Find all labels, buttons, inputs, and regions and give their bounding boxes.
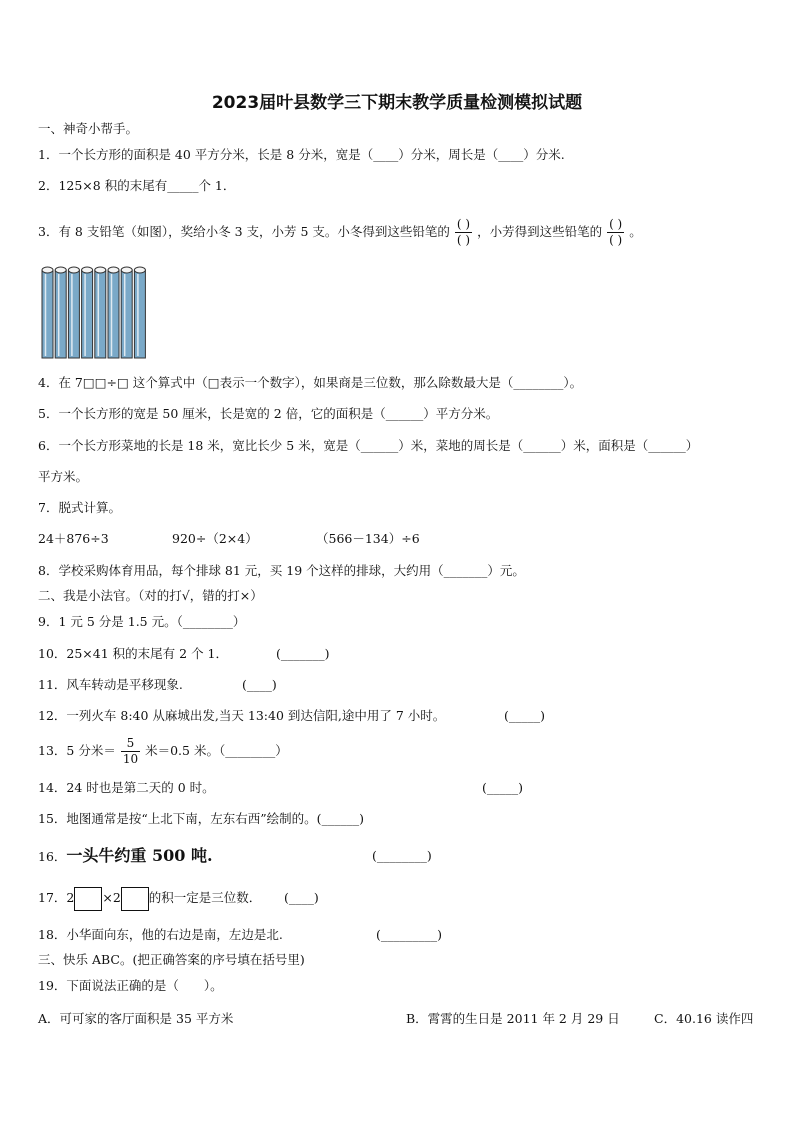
question-19: 19．下面说法正确的是（ ）。	[38, 978, 223, 993]
question-9: 9．1 元 5 分是 1.5 元。（________）	[38, 614, 246, 629]
question-6-continued: 平方米。	[38, 469, 89, 484]
pencil	[68, 267, 79, 358]
pencil	[121, 267, 132, 358]
answer-blank-12: (_____)	[504, 708, 546, 723]
fraction-numerator: 5	[121, 736, 140, 752]
question-4: 4．在 7□□÷□ 这个算式中（□表示一个数字），如果商是三位数，那么除数最大是（________）。	[38, 375, 583, 390]
answer-blank-11: (____)	[242, 677, 277, 692]
question-6: 6．一个长方形菜地的长是 18 米，宽比长少 5 米，宽是（______）米，菜地的周长是（______）米，面积是（______）	[38, 438, 699, 453]
question-16-number: 16．	[38, 849, 67, 864]
pencil	[134, 267, 145, 358]
question-18: 18．小华面向东，他的右边是南，左边是北.	[38, 927, 283, 942]
pencil	[95, 267, 106, 358]
question-3-text-c: 。	[629, 224, 642, 239]
fraction-denominator: ( )	[456, 233, 471, 247]
question-15: 15．地图通常是按“上北下南，左东右西”绘制的。(______)	[38, 811, 364, 826]
fraction-five-tenths	[121, 736, 140, 767]
answer-blank-16: (________)	[372, 848, 432, 863]
answer-blank-14: (_____)	[482, 780, 524, 795]
section-3-heading: 三、快乐 ABC。(把正确答案的序号填在括号里)	[38, 952, 305, 967]
option-c: C．40.16 读作四	[654, 1011, 754, 1026]
question-13	[38, 733, 288, 769]
question-3-text-a: 3．有 8 支铅笔（如图），奖给小冬 3 支，小芳 5 支。小冬得到这些铅笔的	[38, 224, 450, 239]
question-10: 10．25×41 积的末尾有 2 个 1．	[38, 646, 228, 661]
fraction-denominator: ( )	[609, 233, 623, 247]
question-3	[38, 215, 642, 249]
pencil	[108, 267, 119, 358]
answer-blank-18: (_________)	[376, 927, 443, 942]
option-a: A．可可家的客厅面积是 35 平方米	[38, 1011, 234, 1026]
question-17	[38, 886, 261, 911]
question-17-text-a: 17．2	[38, 890, 75, 905]
question-1: 1．一个长方形的面积是 40 平方分米，长是 8 分米，宽是（____）分米，周长是（____）分米.	[38, 147, 565, 162]
question-16	[38, 846, 213, 867]
page-title: 2023届叶县数学三下期末教学质量检测模拟试题	[211, 93, 583, 113]
pencils-illustration	[38, 264, 150, 364]
section-2-heading: 二、我是小法官。（对的打√，错的打×）	[38, 588, 263, 603]
question-13-text-a: 13．5 分米＝	[38, 743, 116, 758]
question-17-text-c: 的积一定是三位数．	[148, 890, 262, 905]
fraction-denominator: 10	[122, 752, 139, 766]
question-2: 2．125×8 积的末尾有_____个 1．	[38, 178, 236, 193]
digit-box-1[interactable]	[74, 887, 102, 911]
pencil	[55, 267, 66, 358]
question-8: 8．学校采购体育用品，每个排球 81 元，买 19 个这样的排球，大约用（_______）元。	[38, 563, 525, 578]
option-b: B．霄霄的生日是 2011 年 2 月 29 日	[406, 1011, 620, 1026]
question-3-text-b: ，小芳得到这些铅笔的	[477, 224, 603, 239]
answer-blank-10: (_______)	[276, 646, 330, 661]
question-12: 12．一列火车 8:40 从麻城出发,当天 13:40 到达信阳,途中用了 7 小时。	[38, 708, 446, 723]
pencil-group	[42, 267, 145, 358]
digit-box-2[interactable]	[121, 887, 149, 911]
fraction-numerator: ( )	[609, 217, 623, 231]
question-14: 14．24 时也是第二天的 0 时。	[38, 780, 215, 795]
section-1-heading: 一、神奇小帮手。	[38, 121, 139, 136]
expression-2: 920÷（2×4）	[172, 531, 258, 546]
question-5: 5．一个长方形的宽是 50 厘米，长是宽的 2 倍，它的面积是（______）平方分米。	[38, 406, 499, 421]
expression-1: 24＋876÷3	[38, 531, 109, 546]
question-17-text-b: ×2	[102, 890, 121, 905]
pencil	[82, 267, 93, 358]
question-7: 7．脱式计算。	[38, 500, 121, 515]
fraction-blank-2	[607, 217, 624, 248]
fraction-numerator: ( )	[456, 217, 471, 231]
expression-3: （566－134）÷6	[316, 531, 420, 546]
answer-blank-17: (____)	[284, 890, 319, 905]
pencil	[42, 267, 53, 358]
question-13-text-b: 米＝0.5 米。（________）	[145, 743, 288, 758]
question-16-text: 一头牛约重 500 吨.	[66, 846, 213, 865]
question-11: 11．风车转动是平移现象.	[38, 677, 183, 692]
fraction-blank-1	[455, 217, 472, 248]
